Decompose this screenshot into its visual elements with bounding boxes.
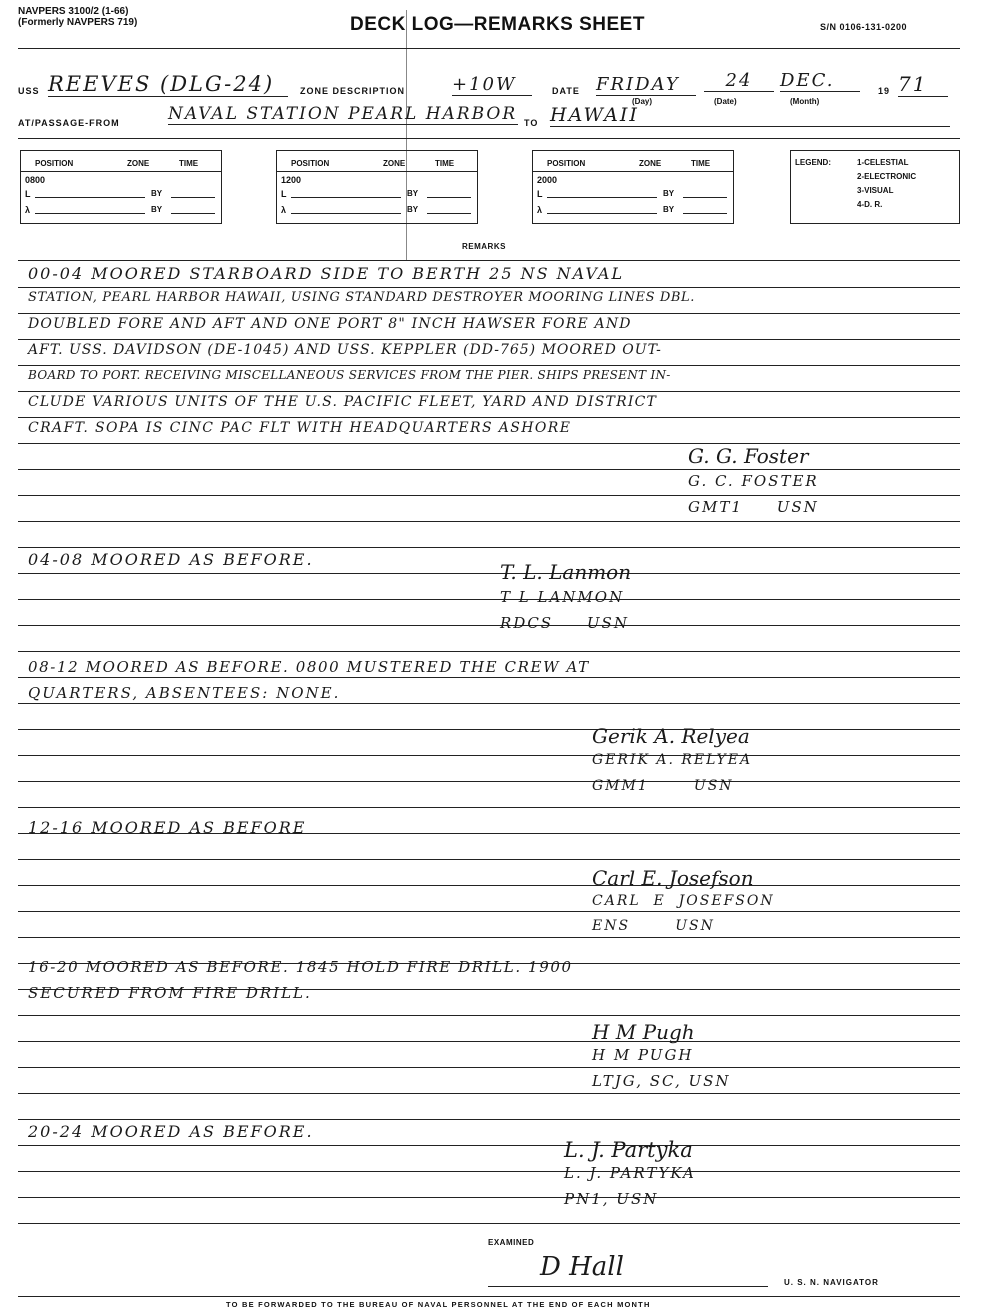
remarks-line: STATION, PEARL HARBOR HAWAII, USING STANDARD DESTROYER MOORING LINES DBL. — [28, 290, 695, 305]
signature: L. J. Partyka — [564, 1138, 693, 1162]
signature: G. G. Foster — [688, 444, 809, 468]
ruled-line — [18, 391, 960, 392]
legend-title: LEGEND: — [795, 158, 831, 167]
remarks-line: QUARTERS, ABSENTEES: NONE. — [28, 684, 341, 702]
year-field[interactable]: 71 — [898, 72, 948, 97]
ruled-line — [18, 1093, 960, 1094]
remarks-line: AFT. USS. DAVIDSON (DE-1045) AND USS. KEPPLER (DD-765) MOORED OUT- — [28, 342, 662, 358]
by-field[interactable] — [171, 213, 215, 214]
box-divider — [277, 171, 477, 172]
ruled-line — [18, 1119, 960, 1120]
legend-box — [790, 150, 960, 224]
position-box-1200 — [276, 150, 478, 224]
legend-item: 3-VISUAL — [857, 186, 894, 195]
ruled-line — [18, 287, 960, 288]
signer-name: G. C. FOSTER — [688, 472, 819, 490]
ruled-line — [18, 755, 960, 756]
remarks-line: 00-04 MOORED STARBOARD SIDE TO BERTH 25 NS NAVAL — [28, 264, 625, 283]
latitude-field[interactable] — [35, 197, 145, 198]
by-label: BY — [663, 205, 675, 214]
ruled-line — [18, 469, 960, 470]
ruled-line — [18, 807, 960, 808]
signature: H M Pugh — [592, 1020, 695, 1044]
remarks-line: 16-20 MOORED AS BEFORE. 1845 HOLD FIRE DRILL. 1900 — [28, 958, 573, 976]
signature: Gerik A. Relyea — [592, 724, 750, 748]
passage-to-label: TO — [524, 118, 539, 128]
passage-from-field[interactable]: NAVAL STATION PEARL HARBOR — [168, 104, 518, 124]
ruled-line — [18, 781, 960, 782]
position-header: POSITION — [547, 159, 586, 168]
latitude-field[interactable] — [291, 197, 401, 198]
longitude-field[interactable] — [547, 213, 657, 214]
ruled-line — [18, 1041, 960, 1042]
ruled-line — [18, 1145, 960, 1146]
ruled-line — [18, 1197, 960, 1198]
ruled-line — [18, 677, 960, 678]
by-field[interactable] — [427, 197, 471, 198]
by-field[interactable] — [171, 197, 215, 198]
by-label: BY — [407, 205, 419, 214]
passage-from-label: AT/PASSAGE-FROM — [18, 118, 120, 128]
stock-number: S/N 0106-131-0200 — [820, 22, 908, 32]
ruled-line — [18, 443, 960, 444]
ruled-line — [18, 547, 960, 548]
time-header: TIME — [179, 159, 199, 168]
remarks-line: CLUDE VARIOUS UNITS OF THE U.S. PACIFIC FLEET, YARD AND DISTRICT — [28, 394, 658, 410]
form-number: NAVPERS 3100/2 (1-66) — [18, 6, 129, 17]
ruled-line — [18, 885, 960, 886]
latitude-label: L — [25, 189, 31, 199]
longitude-field[interactable] — [35, 213, 145, 214]
position-time: 2000 — [537, 175, 558, 185]
latitude-label: L — [537, 189, 543, 199]
longitude-label: λ — [25, 205, 31, 215]
remarks-line: SECURED FROM FIRE DRILL. — [28, 984, 312, 1002]
navigator-signature: D Hall — [540, 1252, 624, 1282]
by-field[interactable] — [683, 213, 727, 214]
ruled-line — [18, 1223, 960, 1224]
signer-name: L. J. PARTYKA — [564, 1164, 696, 1182]
ruled-line — [18, 417, 960, 418]
footer-rule — [18, 1296, 960, 1297]
legend-item: 2-ELECTRONIC — [857, 172, 917, 181]
signer-rate: RDCS USN — [500, 614, 629, 632]
remarks-entry-04-08: 04-08 MOORED AS BEFORE. — [28, 550, 314, 569]
zone-header: ZONE — [383, 159, 406, 168]
zone-description-label: ZONE DESCRIPTION — [300, 86, 406, 96]
month-caption: (Month) — [790, 97, 820, 106]
position-box-2000 — [532, 150, 734, 224]
signer-rate: ENS USN — [592, 918, 715, 934]
remarks-entry-12-16: 12-16 MOORED AS BEFORE — [28, 818, 307, 837]
by-label: BY — [151, 189, 163, 198]
date-caption: (Date) — [714, 97, 737, 106]
zone-header: ZONE — [639, 159, 662, 168]
year-prefix: 19 — [878, 86, 891, 96]
position-box-0800 — [20, 150, 222, 224]
box-divider — [21, 171, 221, 172]
ruled-line — [18, 365, 960, 366]
box-divider — [533, 171, 733, 172]
passage-rule — [18, 138, 960, 139]
by-label: BY — [407, 189, 419, 198]
ruled-line — [18, 495, 960, 496]
ruled-line — [18, 313, 960, 314]
remarks-line: DOUBLED FORE AND AFT AND ONE PORT 8" INCH HAWSER FORE AND — [28, 316, 632, 332]
footer-instruction: TO BE FORWARDED TO THE BUREAU OF NAVAL PERSONNEL AT THE END OF EACH MONTH — [226, 1300, 651, 1309]
ruled-line — [18, 339, 960, 340]
legend-item: 4-D. R. — [857, 200, 883, 209]
signer-rate: GMT1 USN — [688, 498, 819, 516]
date-field[interactable]: 24 — [704, 70, 774, 92]
zone-header: ZONE — [127, 159, 150, 168]
ruled-line — [18, 937, 960, 938]
signer-name: GERIK A. RELYEA — [592, 752, 753, 768]
legend-item: 1-CELESTIAL — [857, 158, 909, 167]
month-field[interactable]: DEC. — [780, 70, 860, 92]
signer-name: T L LANMON — [500, 588, 625, 606]
by-label: BY — [151, 205, 163, 214]
by-label: BY — [663, 189, 675, 198]
ruled-line — [18, 729, 960, 730]
form-number-block — [18, 6, 137, 28]
ruled-line — [18, 625, 960, 626]
ruled-line — [18, 521, 960, 522]
ruled-line — [18, 1015, 960, 1016]
latitude-field[interactable] — [547, 197, 657, 198]
signer-name: CARL E JOSEFSON — [592, 893, 775, 909]
longitude-label: λ — [281, 205, 287, 215]
time-header: TIME — [435, 159, 455, 168]
position-time: 1200 — [281, 175, 302, 185]
signature: Carl E. Josefson — [592, 866, 754, 890]
examined-label: EXAMINED — [488, 1238, 535, 1247]
signer-name: H M PUGH — [592, 1046, 694, 1064]
remarks-label: REMARKS — [462, 242, 506, 251]
longitude-label: λ — [537, 205, 543, 215]
signer-rate: GMM1 USN — [592, 778, 734, 794]
ruled-line — [18, 573, 960, 574]
ruled-line — [18, 911, 960, 912]
ruled-line — [18, 599, 960, 600]
ship-name-field[interactable]: REEVES (DLG-24) — [48, 72, 288, 97]
date-label: DATE — [552, 86, 580, 96]
passage-to-field[interactable]: HAWAII — [550, 104, 950, 127]
page-title: DECK LOG—REMARKS SHEET — [350, 14, 645, 35]
navigator-signature-line — [488, 1286, 768, 1287]
ruled-line — [18, 703, 960, 704]
zone-description-field[interactable]: +10W — [452, 74, 532, 96]
day-caption: (Day) — [632, 97, 653, 106]
position-header: POSITION — [35, 159, 74, 168]
latitude-label: L — [281, 189, 287, 199]
day-field[interactable]: FRIDAY — [596, 74, 696, 96]
ruled-line — [18, 1067, 960, 1068]
ruled-line — [18, 859, 960, 860]
time-header: TIME — [691, 159, 711, 168]
longitude-field[interactable] — [291, 213, 401, 214]
uss-label: USS — [18, 86, 40, 96]
remarks-line: 08-12 MOORED AS BEFORE. 0800 MUSTERED THE CREW AT — [28, 658, 590, 676]
remarks-line: CRAFT. SOPA IS CINC PAC FLT WITH HEADQUARTERS ASHORE — [28, 420, 572, 436]
ruled-line — [18, 1171, 960, 1172]
position-time: 0800 — [25, 175, 46, 185]
ruled-line — [18, 260, 960, 261]
signer-rate: LTJG, SC, USN — [592, 1072, 731, 1090]
form-former-number: (Formerly NAVPERS 719) — [18, 17, 138, 28]
remarks-entry-20-24: 20-24 MOORED AS BEFORE. — [28, 1122, 314, 1141]
signature: T. L. Lanmon — [500, 560, 632, 584]
header-rule — [18, 48, 960, 49]
navigator-label: U. S. N. NAVIGATOR — [784, 1278, 879, 1287]
position-header: POSITION — [291, 159, 330, 168]
by-field[interactable] — [427, 213, 471, 214]
remarks-line: BOARD TO PORT. RECEIVING MISCELLANEOUS SERVICES FROM THE PIER. SHIPS PRESENT IN- — [28, 368, 671, 382]
signer-rate: PN1, USN — [564, 1190, 659, 1208]
by-field[interactable] — [683, 197, 727, 198]
ruled-line — [18, 651, 960, 652]
